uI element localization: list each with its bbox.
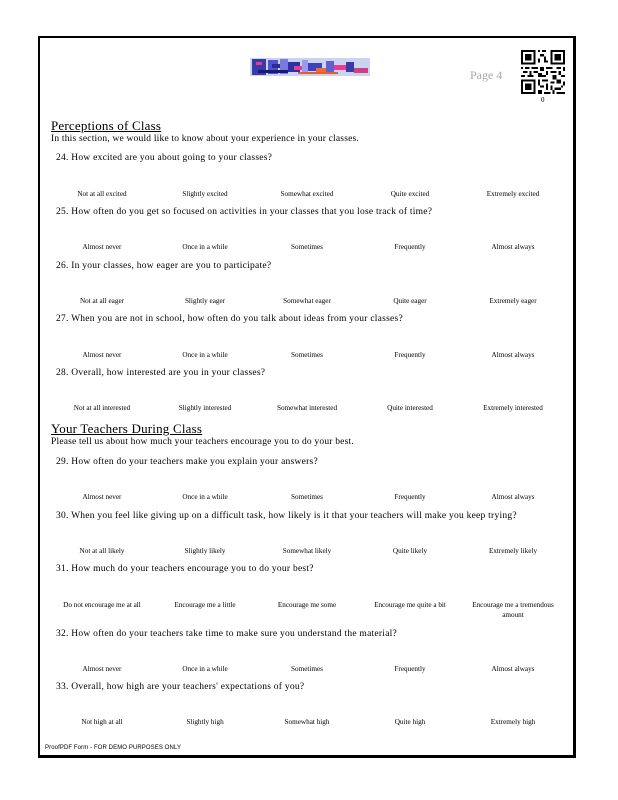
option-q30-1[interactable]: Not at all likely — [79, 547, 125, 555]
option-q32-3[interactable]: Sometimes — [291, 665, 323, 673]
option-q30-5[interactable]: Extremely likely — [488, 547, 538, 555]
option-q27-1[interactable]: Almost never — [82, 351, 122, 359]
question-25: 25. How often do you get so focused on activities in your classes that you lose track of time? — [56, 207, 433, 217]
option-q33-1[interactable]: Not high at all — [81, 718, 123, 726]
option-q24-1[interactable]: Not at all excited — [77, 190, 127, 198]
question-27: 27. When you are not in school, how often do you talk about ideas from your classes? — [56, 314, 403, 324]
question-26: 26. In your classes, how eager are you to participate? — [56, 261, 272, 271]
option-q27-3[interactable]: Sometimes — [291, 351, 323, 359]
option-q29-3[interactable]: Sometimes — [291, 493, 323, 501]
option-q31-3[interactable]: Encourage me some — [277, 601, 337, 609]
option-q28-5[interactable]: Extremely interested — [483, 404, 543, 412]
option-q30-3[interactable]: Somewhat likely — [282, 547, 332, 555]
question-32: 32. How often do your teachers take time to make sure you understand the material? — [56, 629, 398, 639]
option-q30-2[interactable]: Slightly likely — [184, 547, 226, 555]
option-q28-1[interactable]: Not at all interested — [73, 404, 131, 412]
option-q26-5[interactable]: Extremely eager — [489, 297, 537, 305]
option-q25-4[interactable]: Frequently — [394, 243, 426, 251]
option-q32-5[interactable]: Almost always — [491, 665, 535, 673]
footer-note: ProofPDF Form - FOR DEMO PURPOSES ONLY — [45, 745, 182, 751]
option-q29-2[interactable]: Once in a while — [182, 493, 228, 501]
question-29: 29. How often do your teachers make you explain your answers? — [56, 457, 318, 467]
option-q24-4[interactable]: Quite excited — [390, 190, 430, 198]
option-q27-5[interactable]: Almost always — [491, 351, 535, 359]
option-q31-2[interactable]: Encourage me a little — [174, 601, 236, 609]
option-q26-3[interactable]: Somewhat eager — [283, 297, 331, 305]
option-q31-1[interactable]: Do not encourage me at all — [63, 601, 141, 609]
option-q33-2[interactable]: Slightly high — [186, 718, 224, 726]
option-q28-4[interactable]: Quite interested — [387, 404, 433, 412]
option-q25-5[interactable]: Almost always — [491, 243, 535, 251]
option-q29-4[interactable]: Frequently — [394, 493, 426, 501]
option-q33-5[interactable]: Extremely high — [490, 718, 536, 726]
option-q33-3[interactable]: Somewhat high — [284, 718, 330, 726]
option-q32-2[interactable]: Once in a while — [182, 665, 228, 673]
option-q28-2[interactable]: Slightly interested — [178, 404, 232, 412]
section-title-teachers: Your Teachers During Class — [51, 421, 203, 436]
question-28: 28. Overall, how interested are you in your classes? — [56, 368, 266, 378]
option-q32-4[interactable]: Frequently — [394, 665, 426, 673]
qr-code-icon — [521, 50, 565, 94]
option-q33-4[interactable]: Quite high — [394, 718, 426, 726]
option-q26-2[interactable]: Slightly eager — [184, 297, 226, 305]
option-q27-4[interactable]: Frequently — [394, 351, 426, 359]
option-q30-4[interactable]: Quite likely — [392, 547, 428, 555]
option-q27-2[interactable]: Once in a while — [182, 351, 228, 359]
option-q31-5[interactable]: Encourage me a tremendous amount — [472, 601, 554, 619]
option-q25-1[interactable]: Almost never — [82, 243, 122, 251]
option-q28-3[interactable]: Somewhat interested — [276, 404, 338, 412]
section-title-perceptions: Perceptions of Class — [51, 118, 162, 133]
question-30: 30. When you feel like giving up on a difficult task, how likely is it that your teachers will make you keep trying? — [56, 511, 517, 521]
school-logo — [248, 56, 374, 78]
question-33: 33. Overall, how high are your teachers' expectations of you? — [56, 682, 305, 692]
question-24: 24. How excited are you about going to your classes? — [56, 153, 273, 163]
question-31: 31. How much do your teachers encourage you to do your best? — [56, 564, 314, 574]
option-q24-5[interactable]: Extremely excited — [486, 190, 540, 198]
option-q24-2[interactable]: Slightly excited — [182, 190, 228, 198]
option-q29-1[interactable]: Almost never — [82, 493, 122, 501]
option-q25-2[interactable]: Once in a while — [182, 243, 228, 251]
option-q25-3[interactable]: Sometimes — [291, 243, 323, 251]
qr-number: 0 — [541, 96, 545, 104]
option-q26-1[interactable]: Not at all eager — [79, 297, 125, 305]
option-q26-4[interactable]: Quite eager — [393, 297, 427, 305]
page-border — [38, 36, 576, 758]
option-q29-5[interactable]: Almost always — [491, 493, 535, 501]
page-number: Page 4 — [470, 68, 503, 82]
option-q24-3[interactable]: Somewhat excited — [280, 190, 334, 198]
section-intro-perceptions: In this section, we would like to know about your experience in your classes. — [51, 134, 359, 144]
option-q31-4[interactable]: Encourage me quite a bit — [374, 601, 446, 609]
option-q32-1[interactable]: Almost never — [82, 665, 122, 673]
section-intro-teachers: Please tell us about how much your teachers encourage you to do your best. — [51, 437, 354, 447]
